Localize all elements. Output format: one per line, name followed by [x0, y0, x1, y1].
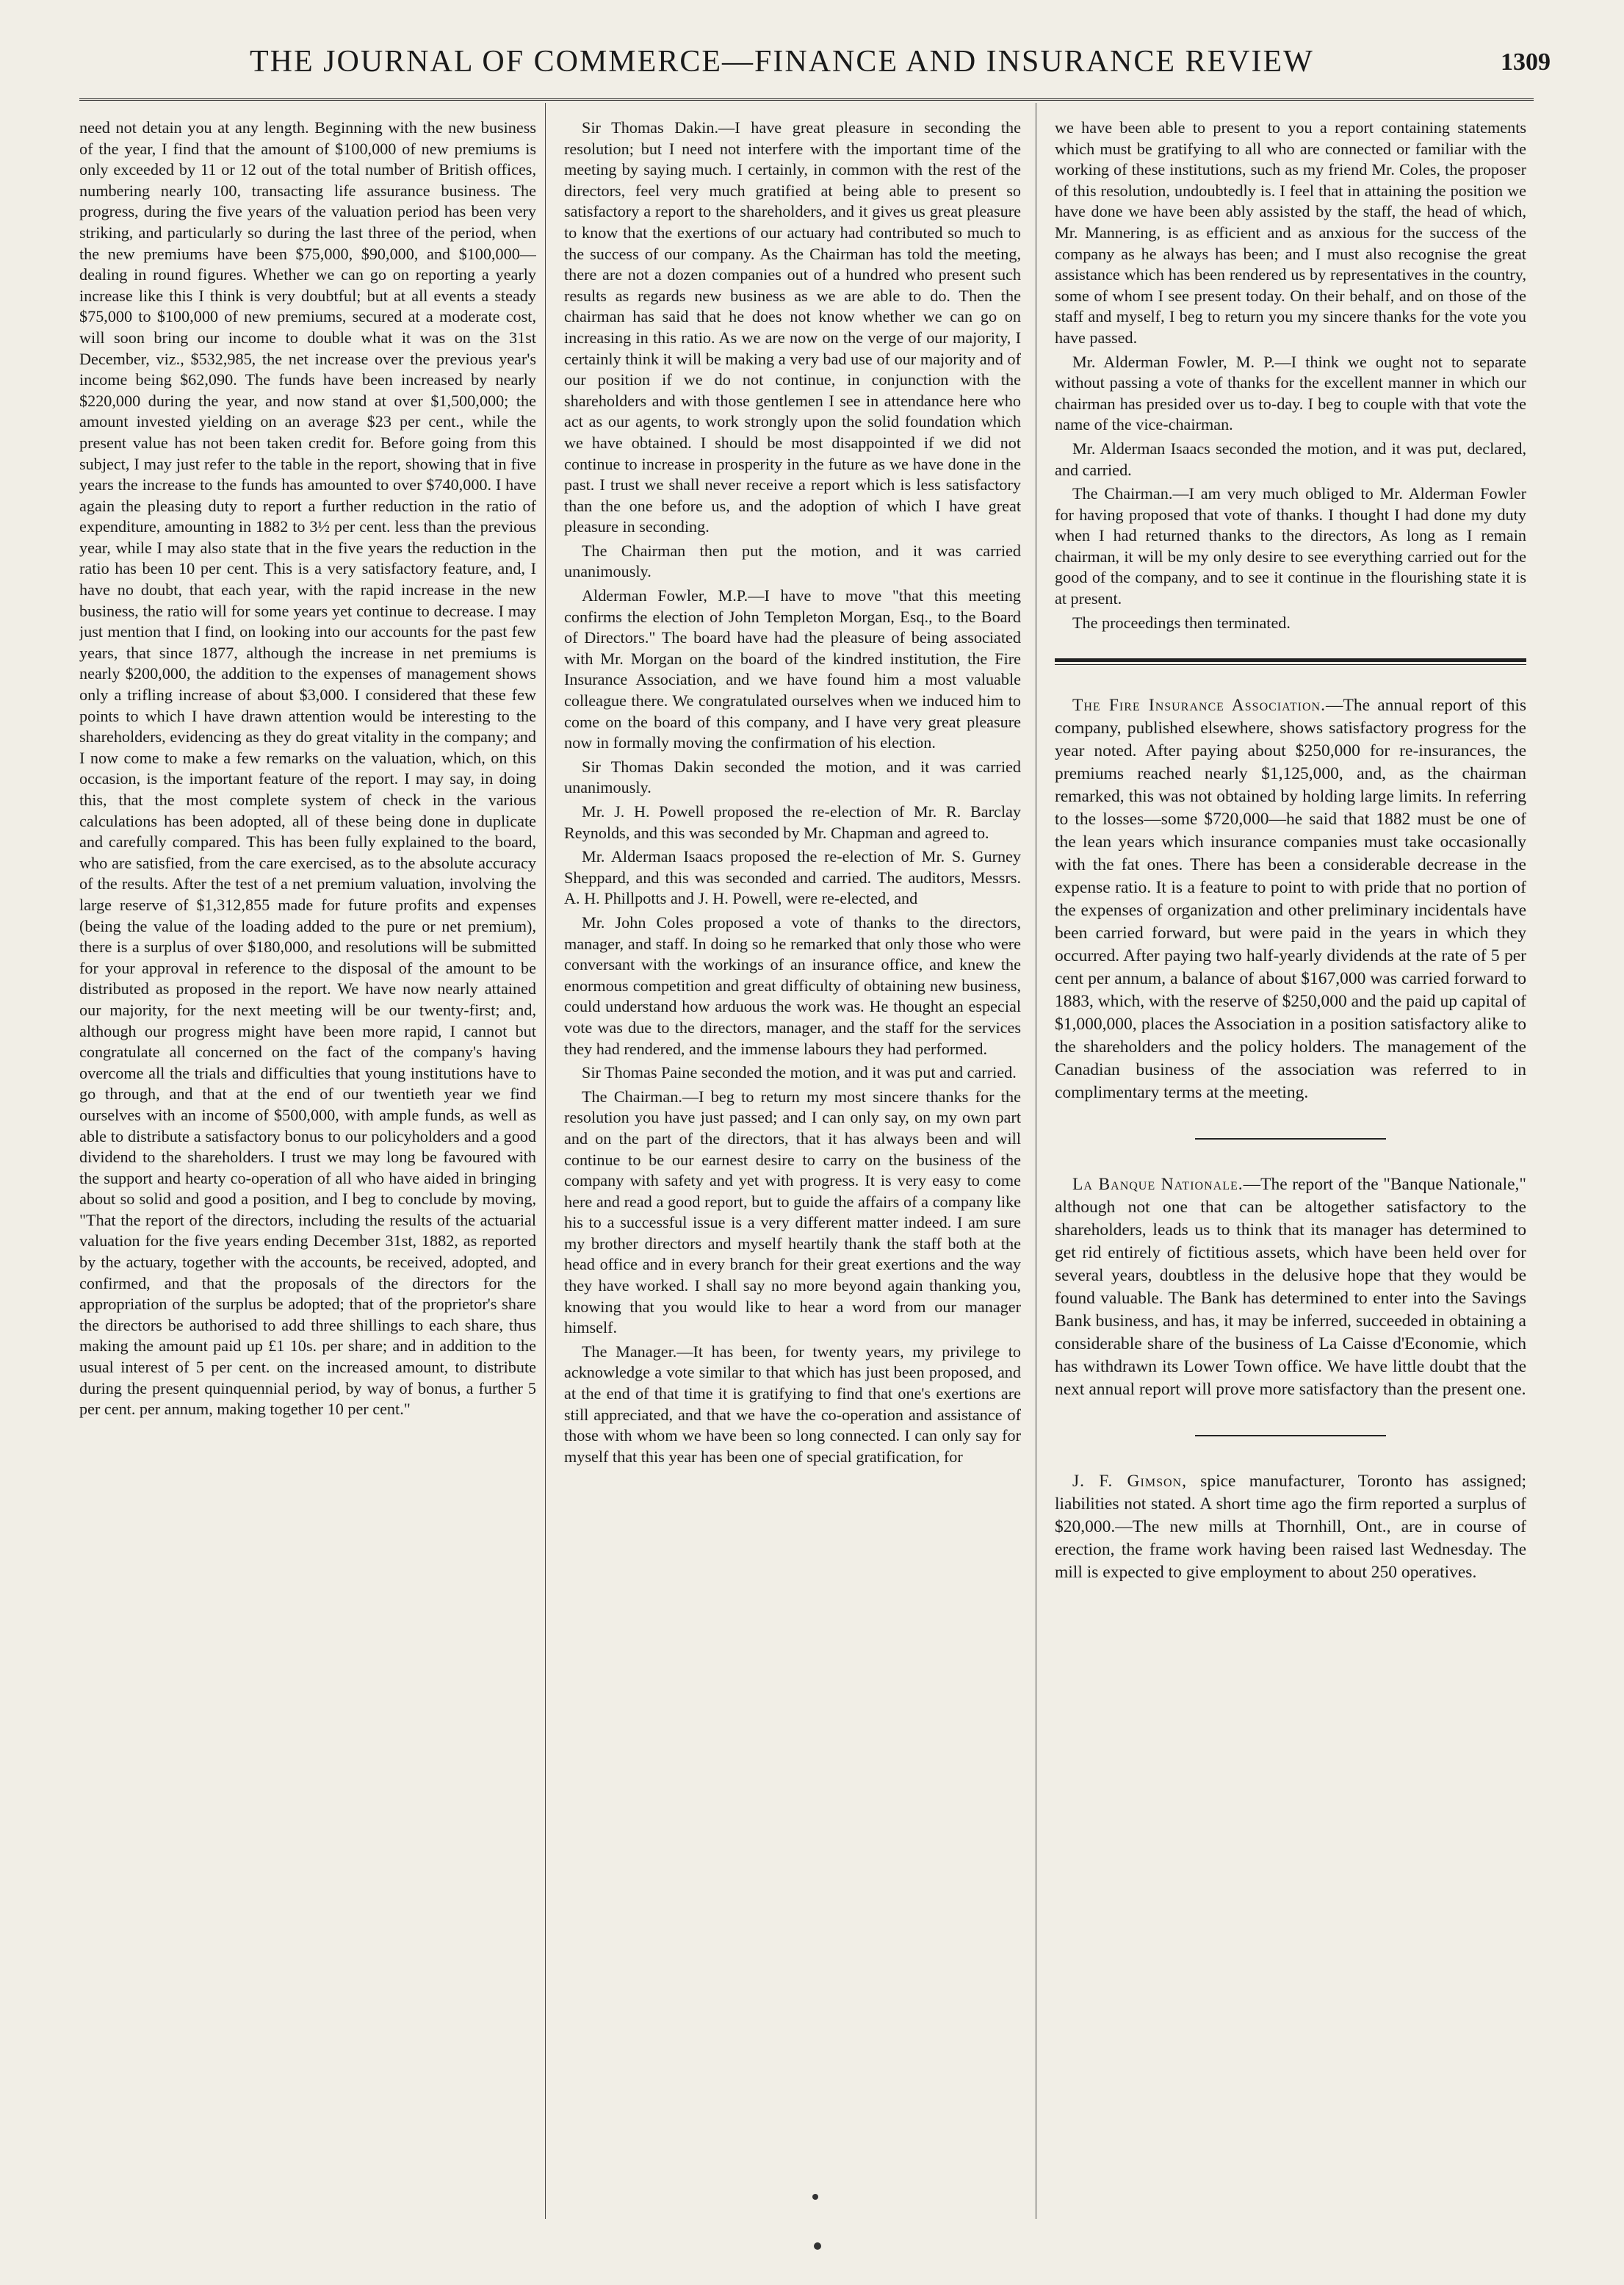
notice-fire-insurance [1055, 694, 1526, 1104]
notice-text: —The annual report of this company, published elsewhere, shows satisfactory progress for the year noted. After paying about $250,000 for re-insurances, the premiums reached nearly $1,125,000, and, as the chairman remarked, this was not obtained by holding large limits. In referring to the losses—some $720,000—he said that 1882 must be one of the lean years which insurance companies must take occasionally with the fat ones. There has been a considerable decrease in the expense ratio. It is a feature to point to with pride that no portion of the expenses of organization and other preliminary incidentals have been carried forward, but were paid in the years in which they occurred. After paying two half-yearly dividends at the rate of 5 per cent per annum, a balance of about $167,000 was carried forward to 1883, which, with the reserve of $250,000 and the paid up capital of $1,000,000, places the Association in a position satisfactory alike to the shareholders and the policy holders. The management of the Canadian business of the association was referred to in complimentary terms at the meeting. [1055, 696, 1526, 1103]
article-paragraph: Mr. Alderman Isaacs seconded the motion, and it was put, declared, and carried. [1055, 439, 1526, 479]
article-paragraph: Alderman Fowler, M.P.—I have to move "that this meeting confirms the election of John Templeton Morgan, Esq., to the Board of Directors." The board have had the pleasure of being associated with Mr. Morgan on the board of the kindred institution, the Fire Insurance Association, and we have found him a most valuable colleague there. We congratulated ourselves when we induced him to come on the board of this company, and I have very great pleasure now in formally moving the confirmation of his election. [564, 586, 1021, 752]
article-paragraph: Sir Thomas Dakin seconded the motion, and it was carried unanimously. [564, 757, 1021, 797]
article-paragraph: Sir Thomas Dakin.—I have great pleasure in seconding the resolution; but I need not interfere with the important time of the meeting by saying much. I certainly, in common with the rest of the directors, feel very much gratified at being able to present so satisfactory a report to the shareholders, and it gives us great pleasure to know that the exertions of our actuary had contributed so much to the success of our company. As the Chairman has told the meeting, there are not a dozen companies out of a hundred who present such results as regards new business as we are able to do. Then the chairman has said that he does not know whether we can go on increasing in this ratio. As we are now on the verge of our majority, I certainly think it will be making a very bad use of our majority and of our position if we do not continue, in conjunction with the shareholders and with those gentlemen I see in attendance here who act as our agents, to work strongly upon the solid foundation which we have obtained. I should be most disappointed if we did not continue to increase in prosperity in the future as we have done in the past. I trust we shall never receive a report which is less satisfactory than the one before us, and the adoption of which I have great pleasure in seconding. [564, 118, 1021, 536]
article-paragraph: need not detain you at any length. Beginning with the new business of the year, I find that the amount of $100,000 of new premiums is only exceeded by 11 or 12 out of the total number of British offices, numbering nearly 100, transacting life assurance business. The progress, during the five years of the valuation period has been very striking, and particularly so during the last three of the period, when the new premiums have been $75,000, $90,000, and $100,000—dealing in round figures. Whether we can go on reporting a yearly increase like this I think is very doubtful; but at all events a steady $75,000 to $100,000 of new premiums, secured at a moderate cost, will soon bring our income to double what it was on the 31st December, viz., $532,985, the net increase over the previous year's income being $62,090. The funds have been increased by nearly $220,000 during the year, and now stand at over $1,500,000; the amount invested yielding on an average $23 per cent., while the present value has not been taken credit for. Before going from this subject, I may just refer to the table in the report, showing that in five years the increase to the funds has amounted to over $740,000. I have again the pleasing duty to report a further reduction in the ratio of expenditure, amounting in 1882 to 3½ per cent. less than the previous year, while I may also state that in the five years the reduction in the ratio has been 10 per cent. This is a very satisfactory feature, and, I have no doubt, that each year, with the rapid increase in the new business, the ratio will for some years yet continue to decrease. I may just mention that I find, on looking into our accounts for the past few years, that since 1877, although the increase in net premiums is nearly $200,000, the addition to the expenses of management shows only a trifling increase of about $3,000. I considered that these few points to which I have drawn attention would be interesting to the shareholders, evidencing as they do great vitality in the company; and I now come to make a few remarks on the valuation, which, on this occasion, is the important feature of the report. I may say, in doing this, that the most complete system of check in the various calculations has been adopted, all of these being done in duplicate and carefully compared. This has been fully explained to the board, who are satisfied, from the care exercised, as to the absolute accuracy of the results. After the test of a net premium valuation, involving the large reserve of $1,312,855 made for future profits and expenses (being the value of the loading added to the pure or net premium), there is a surplus of over $180,000, and resolutions will be submitted for your approval in reference to the disposal of the amount to be distributed as proposed in the report. We have now nearly attained our majority, for the next meeting will be our twenty-first; and, although our progress might have been more rapid, I cannot but congratulate all concerned on the fact of the company's having overcome all the trials and difficulties that young institutions have to go through, and that at the end of our twentieth year we find ourselves with an income of $500,000, with ample funds, as well as able to distribute a satisfactory bonus to our policyholders and a good dividend to the shareholders. I trust we may long be favoured with the support and hearty co-operation of all who have aided in bringing about so solid and good a position, and I beg to conclude by moving, "That the report of the directors, including the results of the actuarial valuation for the five years ending December 31st, 1882, as reported by the actuary, together with the accounts, be received, adopted, and confirmed, and that the proposals of the directors for the appropriation of the surplus be adopted; that of the proprietor's share the directors be authorised to add three shillings to each share, thus making the amount paid up £1 10s. per share; and in addition to the usual interest of 5 per cent. on the increased amount, to distribute during the present quinquennial period, by way of bonus, a further 5 per cent. per annum, making together 10 per cent." [79, 118, 536, 1419]
section-rule [1195, 1435, 1386, 1436]
running-title: THE JOURNAL OF COMMERCE—FINANCE AND INSURANCE REVIEW [250, 45, 1314, 79]
article-paragraph: The Chairman.—I beg to return my most sincere thanks for the resolution you have just passed; and I can only say, on my own part and on the part of the directors, that it has always been and will continue to be our earnest desire to carry on the business of the company with safety and yet with progress. It is very easy to come here and read a good report, but to guide the affairs of a company like his to a successful issue is a very different matter indeed. I am sure my brother directors and myself heartily thank the staff both at the head office and in every branch for their great exertions and the way they have worked. I shall say no more beyond again thanking you, knowing that you would like to hear a word from our manager himself. [564, 1087, 1021, 1337]
article-paragraph: The Chairman.—I am very much obliged to Mr. Alderman Fowler for having proposed that vote of thanks. I thought I had done my duty when I had returned thanks to the directors, As long as I remain chairman, it will be my only desire to see everything carried out for the good of the company, and to see it continue in the flourishing state it is at present. [1055, 484, 1526, 608]
column-1 [79, 118, 536, 2204]
article-paragraph: The Chairman then put the motion, and it was carried unanimously. [564, 541, 1021, 581]
column-divider [545, 103, 546, 2219]
section-rule [1055, 658, 1526, 665]
page-header [0, 44, 1624, 88]
notice-gimson [1055, 1470, 1526, 1584]
print-speck [814, 2242, 821, 2250]
notice-heading: The Fire Insurance Association. [1072, 696, 1326, 716]
column-3 [1055, 118, 1526, 2204]
notice-text: —The report of the "Banque Nationale," although not one that can be altogether satisfactory to the shareholders, leads us to think that its manager has determined to get rid entirely of fictitious assets, which have been held over for several years, doubtless in the delusive hope that they would be found valuable. The Bank has determined to enter into the Savings Bank business, and has, it may be inferred, succeeded in obtaining a considerable share of the business of La Caisse d'Economie, which has withdrawn its Lower Town office. We have little doubt that the next annual report will prove more satisfactory than the present one. [1055, 1175, 1526, 1400]
article-paragraph: Sir Thomas Paine seconded the motion, and it was put and carried. [582, 1063, 1017, 1082]
page-number: 1309 [1501, 48, 1551, 76]
article-paragraph: The Manager.—It has been, for twenty years, my privilege to acknowledge a vote similar to that which has just been proposed, and at the end of that time it is gratifying to find that one's exertions are still appreciated, and that we have the co-operation and assistance of those with whom we have been so long connected. I can only say for myself that this year has been one of special gratification, for [564, 1342, 1021, 1466]
article-paragraph: Mr. J. H. Powell proposed the re-election of Mr. R. Barclay Reynolds, and this was seconded by Mr. Chapman and agreed to. [564, 802, 1021, 842]
article-paragraph: Mr. Alderman Isaacs proposed the re-election of Mr. S. Gurney Sheppard, and this was seconded and carried. The auditors, Messrs. A. H. Phillpotts and J. H. Powell, were re-elected, and [564, 847, 1021, 908]
article-paragraph: The proceedings then terminated. [1072, 613, 1291, 632]
header-rule [79, 98, 1534, 101]
notice-heading: J. F. Gimson, [1072, 1472, 1187, 1491]
article-paragraph: Mr. John Coles proposed a vote of thanks to the directors, manager, and staff. In doing so he remarked that only those who were conversant with the workings of an insurance office, and knew the enormous competition and great difficulty of obtaining new business, could understand how arduous the work was. He thought an especial vote was due to the directors, manager, and the staff for the services they had rendered, and the immense labours they had performed. [564, 913, 1021, 1058]
notice-heading: La Banque Nationale. [1072, 1175, 1244, 1195]
section-rule [1195, 1138, 1386, 1140]
article-paragraph: Mr. Alderman Fowler, M. P.—I think we ought not to separate without passing a vote of thanks for the excellent manner in which our chairman has presided over us to-day. I beg to couple with that vote the name of the vice-chairman. [1055, 352, 1526, 434]
print-speck [812, 2194, 818, 2200]
article-paragraph: we have been able to present to you a report containing statements which must be gratifying to all who are connected or familiar with the working of these institutions, such as my friend Mr. Coles, the proposer of this resolution, undoubtedly is. I feel that in attaining the position we have done we have been ably assisted by the staff, the head of which, Mr. Mannering, is as efficient and as anxious for the success of the company as he always has been; and I must also recognise the great assistance which has been rendered us by representatives in the country, some of whom I see present today. On their behalf, and on those of the staff and myself, I beg to return you my sincere thanks for the vote you have passed. [1055, 118, 1526, 347]
notice-text: spice manufacturer, Toronto has assigned; liabilities not stated. A short time ago the firm reported a surplus of $20,000.—The new mills at Thornhill, Ont., are in course of erection, the frame work having been raised last Wednesday. The mill is expected to give employment to about 250 operatives. [1055, 1472, 1526, 1583]
notice-banque-nationale [1055, 1173, 1526, 1401]
column-2 [564, 118, 1021, 2204]
